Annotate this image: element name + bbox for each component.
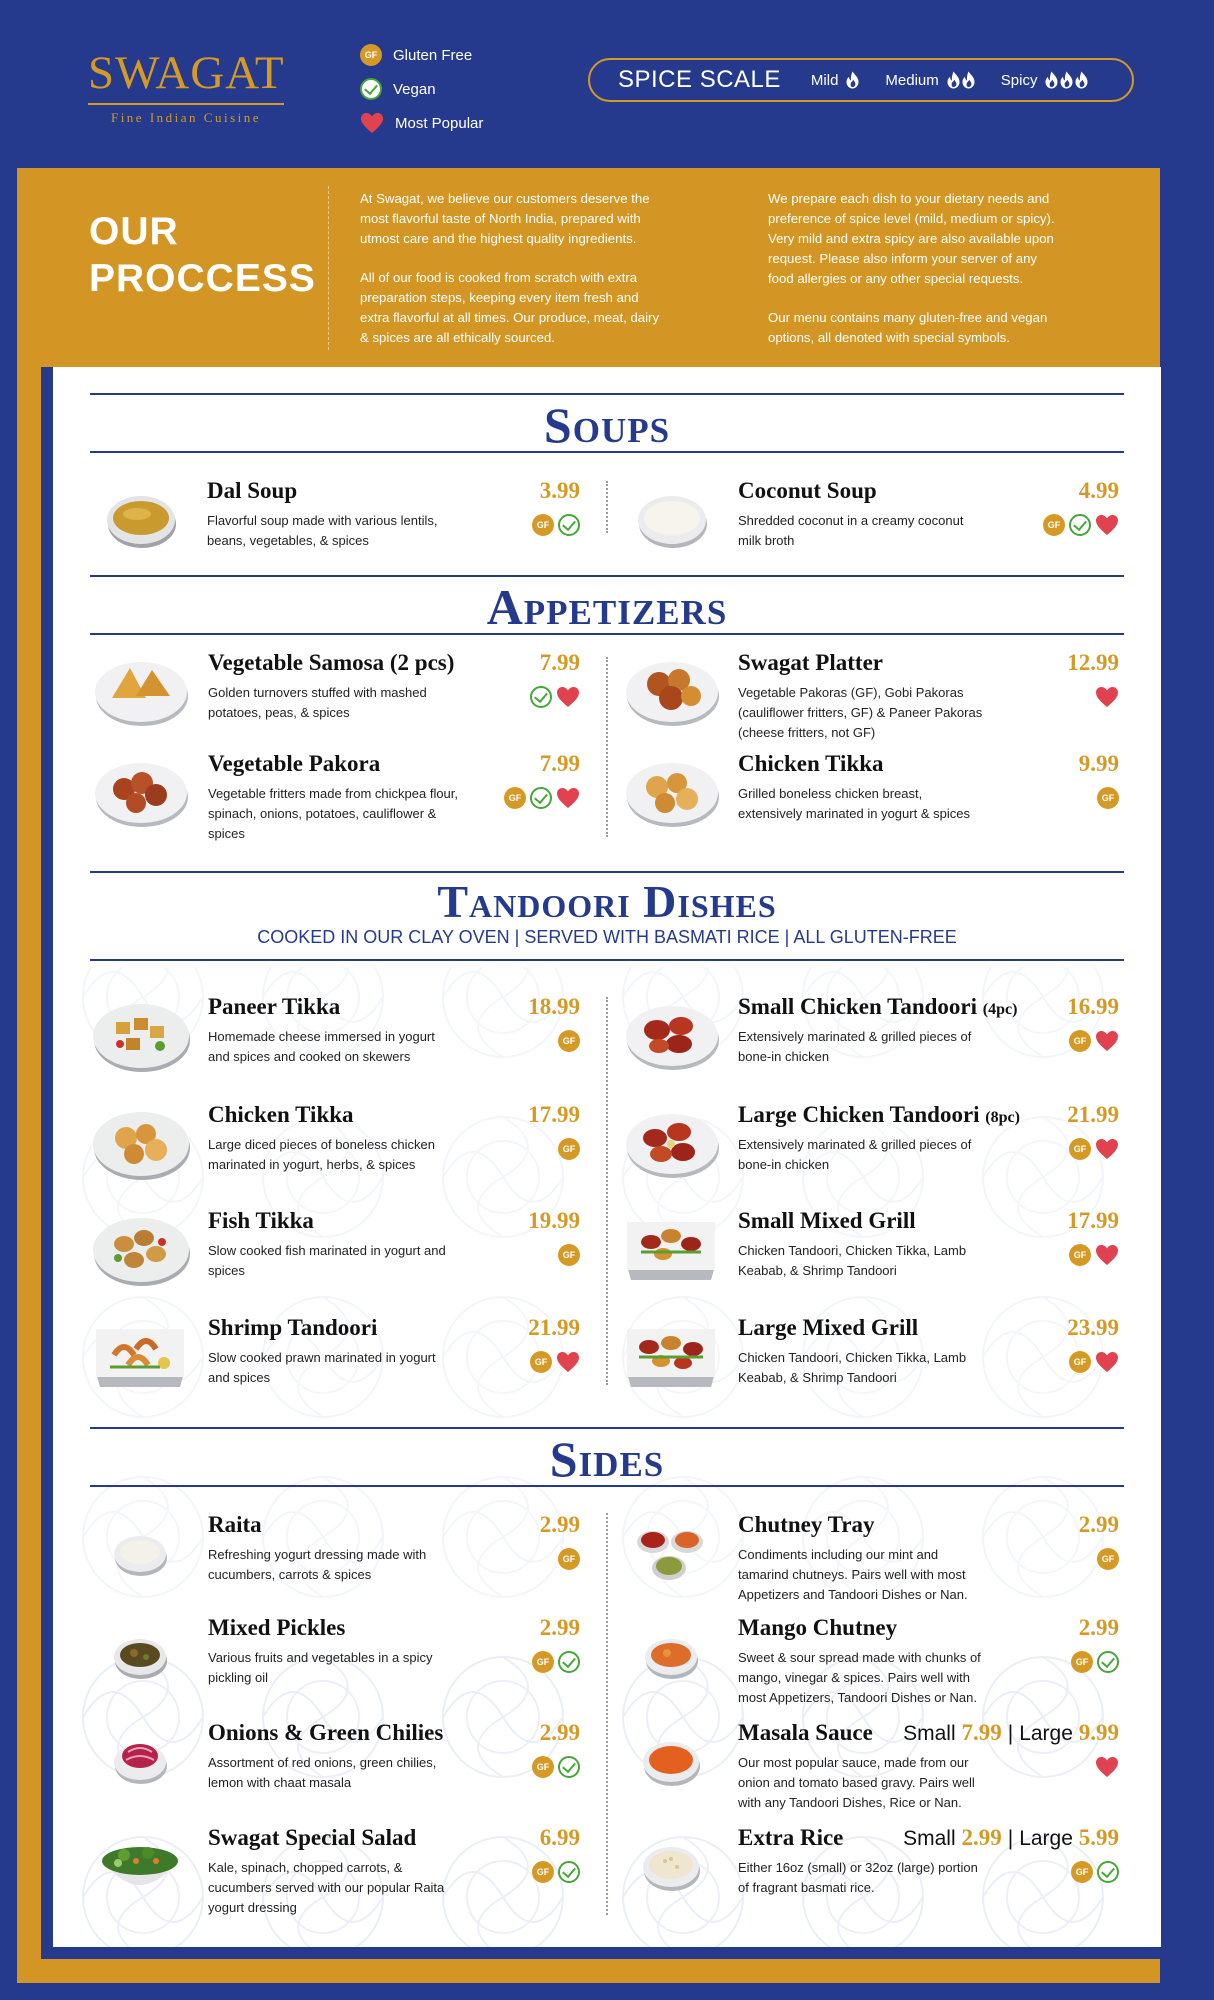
large-size-label: Large <box>1019 1827 1073 1850</box>
item-description: Various fruits and vegetables in a spicy pickling oil <box>208 1650 433 1685</box>
item-icons <box>1071 1651 1119 1673</box>
chicken-tandoori-image <box>621 1102 721 1182</box>
gluten-free-icon: GF <box>504 787 526 809</box>
item-price: 12.99 <box>1067 650 1119 675</box>
item-icons <box>530 1351 580 1373</box>
item-description: Assortment of red onions, green chilies, lemon with chaat masala <box>208 1755 437 1790</box>
gluten-free-icon: GF <box>1071 1651 1093 1673</box>
chicken-tandoori-image <box>621 994 721 1074</box>
section-subtitle: COOKED IN OUR CLAY OVEN | SERVED WITH BASMATI RICE | ALL GLUTEN-FREE <box>257 927 957 947</box>
menu-item-small-chicken-tandoori <box>621 994 1124 1084</box>
item-name: Chicken Tikka <box>738 751 884 776</box>
item-price: 17.99 <box>528 1102 580 1127</box>
paneer-tikka-image <box>90 994 190 1074</box>
menu-item-vegetable-pakora <box>90 751 585 841</box>
item-price: 2.99 <box>539 1615 580 1640</box>
item-name: Vegetable Samosa (2 pcs) <box>208 650 455 675</box>
item-icons <box>558 1030 580 1052</box>
logo-divider <box>88 103 284 105</box>
gluten-free-icon: GF <box>1071 1861 1093 1883</box>
section-header-appetizers <box>90 575 1124 635</box>
vegan-icon <box>530 787 552 809</box>
heart-icon <box>1095 1244 1119 1266</box>
item-price: 6.99 <box>539 1825 580 1850</box>
item-icons <box>1097 1548 1119 1570</box>
item-piece-count: (4pc) <box>982 1001 1018 1018</box>
gluten-free-icon: GF <box>530 1351 552 1373</box>
legend-most-popular-label: Most Popular <box>395 114 484 132</box>
item-price: 7.99 <box>539 751 580 776</box>
vegan-icon <box>558 1756 580 1778</box>
item-description: Chicken Tandoori, Chicken Tikka, Lamb Keabab, & Shrimp Tandoori <box>738 1243 967 1278</box>
item-icons <box>1069 1138 1119 1160</box>
small-size-label: Small <box>903 1722 956 1745</box>
item-price: 3.99 <box>539 478 580 503</box>
item-icons <box>1095 1756 1119 1778</box>
item-description: Condiments including our mint and tamarind chutneys. Pairs well with most Appetizers and Tandoori Dishes or Nan. <box>738 1547 968 1602</box>
item-price: 23.99 <box>1067 1315 1119 1340</box>
small-size-price: 7.99 <box>961 1720 1002 1745</box>
vegan-icon <box>558 514 580 536</box>
item-description: Sweet & sour spread made with chunks of mango, vinegar & spices. Pairs well with most Appetizers, Tandoori Dishes or Nan. <box>738 1650 981 1705</box>
heart-icon <box>1095 1138 1119 1160</box>
item-description: Either 16oz (small) or 32oz (large) portion of fragrant basmati rice. <box>738 1860 978 1895</box>
heart-icon <box>360 112 384 134</box>
item-name <box>738 1102 1020 1128</box>
item-description: Homemade cheese immersed in yogurt and spices and cooked on skewers <box>208 1029 435 1064</box>
extra-rice-image <box>621 1825 721 1905</box>
process-banner <box>17 168 1160 367</box>
legend-most-popular <box>360 106 483 140</box>
small-size-price: 2.99 <box>961 1825 1002 1850</box>
item-icons <box>1069 1351 1119 1373</box>
vegan-icon <box>1069 514 1091 536</box>
chicken-tikka-image <box>621 751 721 831</box>
vegan-icon <box>1097 1651 1119 1673</box>
item-description: Grilled boneless chicken breast, extensively marinated in yogurt & spices <box>738 786 970 821</box>
vegan-icon <box>1097 1861 1119 1883</box>
column-divider <box>606 997 608 1385</box>
item-description: Large diced pieces of boneless chicken marinated in yogurt, herbs, & spices <box>208 1137 435 1172</box>
item-price: 7.99 <box>539 650 580 675</box>
item-piece-count: (8pc) <box>985 1109 1020 1126</box>
gluten-free-icon: GF <box>558 1548 580 1570</box>
menu-item-dal-soup <box>90 478 585 568</box>
item-price: 2.99 <box>1078 1512 1119 1537</box>
item-icons <box>532 514 580 536</box>
item-name-text: Large Chicken Tandoori <box>738 1102 980 1127</box>
fish-tikka-image <box>90 1208 190 1288</box>
heart-icon <box>1095 1756 1119 1778</box>
item-name: Mixed Pickles <box>208 1615 346 1640</box>
column-divider <box>606 657 608 837</box>
item-price: 4.99 <box>1078 478 1119 503</box>
menu-item-onions-green-chilies <box>90 1720 585 1810</box>
vegan-icon <box>558 1861 580 1883</box>
item-icons <box>532 1756 580 1778</box>
item-price: 21.99 <box>528 1315 580 1340</box>
flame-icon <box>846 71 859 89</box>
chutney-tray-image <box>621 1512 721 1592</box>
spice-mild-flames <box>846 71 859 89</box>
menu-item-swagat-special-salad <box>90 1825 585 1915</box>
mixed-grill-image <box>621 1208 721 1288</box>
section-title: Tandoori Dishes <box>437 876 777 927</box>
dietary-legend <box>360 38 483 140</box>
item-name: Fish Tikka <box>208 1208 314 1233</box>
shrimp-tandoori-image <box>90 1315 190 1395</box>
item-icons <box>1043 514 1119 536</box>
item-price: 17.99 <box>1067 1208 1119 1233</box>
item-description: Slow cooked prawn marinated in yogurt and spices <box>208 1350 436 1385</box>
section-header-tandoori <box>90 871 1124 961</box>
heart-icon <box>1095 1030 1119 1052</box>
heart-icon <box>1095 514 1119 536</box>
spice-spicy-flames <box>1045 71 1088 89</box>
size-separator: | <box>1007 1722 1014 1745</box>
item-description: Flavorful soup made with various lentils, beans, vegetables, & spices <box>207 513 438 548</box>
gluten-free-icon: GF <box>1069 1030 1091 1052</box>
section-title: Sides <box>549 1431 665 1487</box>
gluten-free-icon: GF <box>1069 1244 1091 1266</box>
item-description: Vegetable Pakoras (GF), Gobi Pakoras (cauliflower fritters, GF) & Paneer Pakoras (cheese fritters, not GF) <box>738 685 983 740</box>
item-icons <box>504 787 580 809</box>
item-icons <box>530 686 580 708</box>
process-column-1 <box>360 189 665 367</box>
process-divider <box>328 186 329 350</box>
gluten-free-icon: GF <box>532 1651 554 1673</box>
item-icons <box>558 1548 580 1570</box>
swagat-platter-image <box>621 650 721 730</box>
menu-item-fish-tikka <box>90 1208 585 1298</box>
item-name: Chicken Tikka <box>208 1102 354 1127</box>
large-size-price: 9.99 <box>1078 1720 1119 1745</box>
item-name: Vegetable Pakora <box>208 751 381 776</box>
menu-item-vegetable-samosa <box>90 650 585 740</box>
section-header-sides <box>90 1427 1124 1487</box>
menu-item-large-chicken-tandoori <box>621 1102 1124 1192</box>
raita-image <box>90 1512 190 1592</box>
logo-name: SWAGAT <box>88 47 285 99</box>
menu-item-chicken-tikka <box>90 1102 585 1192</box>
menu-item-small-mixed-grill <box>621 1208 1124 1298</box>
item-name: Paneer Tikka <box>208 994 341 1019</box>
item-price: 9.99 <box>1078 751 1119 776</box>
item-name: Large Mixed Grill <box>738 1315 919 1340</box>
process-paragraph: Our menu contains many gluten-free and vegan options, all denoted with special symbols. <box>768 310 1048 345</box>
samosa-image <box>90 650 190 730</box>
item-price: 18.99 <box>528 994 580 1019</box>
item-name: Small Mixed Grill <box>738 1208 916 1233</box>
item-name: Dal Soup <box>207 478 298 503</box>
process-column-2 <box>768 189 1066 367</box>
menu-item-chicken-tikka-appetizer <box>621 751 1124 841</box>
gluten-free-icon: GF <box>1097 1548 1119 1570</box>
size-separator: | <box>1007 1827 1014 1850</box>
menu-item-large-mixed-grill <box>621 1315 1124 1405</box>
item-description: Kale, spinach, chopped carrots, & cucumbers served with our popular Raita yogurt dressing <box>208 1860 445 1915</box>
vegan-icon <box>558 1651 580 1673</box>
flame-icon <box>1075 71 1088 89</box>
item-name: Extra Rice <box>738 1825 844 1850</box>
item-description: Our most popular sauce, made from our onion and tomato based gravy. Pairs well with any Tandoori Dishes, Rice or Nan. <box>738 1755 975 1810</box>
legend-vegan <box>360 72 483 106</box>
item-icons <box>532 1651 580 1673</box>
item-name <box>738 994 1017 1020</box>
item-icons <box>1069 1030 1119 1052</box>
menu-item-extra-rice <box>621 1825 1124 1915</box>
menu-item-coconut-soup <box>621 478 1124 568</box>
gluten-free-icon: GF <box>360 44 382 66</box>
flame-icon <box>1045 71 1058 89</box>
item-description: Extensively marinated & grilled pieces of bone-in chicken <box>738 1029 972 1064</box>
heart-icon <box>556 787 580 809</box>
special-salad-image <box>90 1825 190 1905</box>
process-paragraph: We prepare each dish to your dietary needs and preference of spice level (mild, medium or spicy). Very mild and extra spicy are also available upon request. Please also inform your server of any food allergies or any other special requests. <box>768 191 1055 286</box>
item-name: Masala Sauce <box>738 1720 873 1745</box>
menu-item-mixed-pickles <box>90 1615 585 1705</box>
item-description: Vegetable fritters made from chickpea flour, spinach, onions, potatoes, cauliflower & spices <box>208 786 459 841</box>
flame-icon <box>947 71 960 89</box>
large-size-price: 5.99 <box>1078 1825 1119 1850</box>
item-icons <box>532 1861 580 1883</box>
mango-chutney-image <box>621 1615 721 1695</box>
item-name: Swagat Special Salad <box>208 1825 417 1850</box>
vegan-icon <box>360 78 382 100</box>
mixed-pickles-image <box>90 1615 190 1695</box>
header <box>0 0 1214 168</box>
gluten-free-icon: GF <box>1043 514 1065 536</box>
item-description: Refreshing yogurt dressing made with cucumbers, carrots & spices <box>208 1547 427 1582</box>
coconut-soup-image <box>621 478 721 558</box>
menu-page <box>53 367 1161 1947</box>
item-price: 19.99 <box>528 1208 580 1233</box>
dal-soup-image <box>90 478 190 558</box>
masala-sauce-image <box>621 1720 721 1800</box>
process-title: OUR PROCCESS <box>89 210 316 300</box>
item-icons <box>558 1244 580 1266</box>
pakora-image <box>90 751 190 831</box>
spice-spicy-label: Spicy <box>1000 71 1038 89</box>
item-name: Shrimp Tandoori <box>208 1315 378 1340</box>
flame-icon <box>962 71 975 89</box>
item-name: Mango Chutney <box>738 1615 898 1640</box>
small-size-label: Small <box>903 1827 956 1850</box>
gluten-free-icon: GF <box>532 514 554 536</box>
mixed-grill-image <box>621 1315 721 1395</box>
heart-icon <box>556 1351 580 1373</box>
section-header-soups <box>90 393 1124 453</box>
item-price: 21.99 <box>1067 1102 1119 1127</box>
spice-medium-flames <box>947 71 975 89</box>
item-icons <box>1071 1861 1119 1883</box>
spice-scale <box>588 58 1134 102</box>
process-paragraph: All of our food is cooked from scratch with extra preparation steps, keeping every item fresh and extra flavorful at all times. Our produce, meat, dairy & spices are all ethically sourced. <box>360 270 660 345</box>
column-divider <box>606 1513 608 1915</box>
item-size-prices <box>903 1825 1119 1851</box>
heart-icon <box>556 686 580 708</box>
item-name-text: Small Chicken Tandoori <box>738 994 978 1019</box>
spice-scale-title: SPICE SCALE <box>618 66 781 93</box>
gluten-free-icon: GF <box>1069 1351 1091 1373</box>
item-price: 2.99 <box>1078 1615 1119 1640</box>
menu-item-mango-chutney <box>621 1615 1124 1705</box>
item-price: 2.99 <box>539 1512 580 1537</box>
gluten-free-icon: GF <box>1097 787 1119 809</box>
large-size-label: Large <box>1019 1722 1073 1745</box>
legend-gluten-free <box>360 38 483 72</box>
item-name: Raita <box>208 1512 262 1537</box>
item-description: Chicken Tandoori, Chicken Tikka, Lamb Keabab, & Shrimp Tandoori <box>738 1350 967 1385</box>
section-title: Soups <box>543 397 671 453</box>
legend-gluten-free-label: Gluten Free <box>393 46 473 64</box>
item-name: Chutney Tray <box>738 1512 875 1537</box>
item-icons <box>558 1138 580 1160</box>
item-description: Extensively marinated & grilled pieces of bone-in chicken <box>738 1137 972 1172</box>
item-icons <box>1069 1244 1119 1266</box>
logo <box>88 47 285 126</box>
item-icons <box>1097 787 1119 809</box>
gluten-free-icon: GF <box>532 1756 554 1778</box>
item-name: Onions & Green Chilies <box>208 1720 444 1745</box>
item-price: 2.99 <box>539 1720 580 1745</box>
process-paragraph: At Swagat, we believe our customers deserve the most flavorful taste of North India, prepared with utmost care and the highest quality ingredients. <box>360 191 650 246</box>
gluten-free-icon: GF <box>532 1861 554 1883</box>
flame-icon <box>1060 71 1073 89</box>
gluten-free-icon: GF <box>1069 1138 1091 1160</box>
heart-icon <box>1095 1351 1119 1373</box>
vegan-icon <box>530 686 552 708</box>
gluten-free-icon: GF <box>558 1244 580 1266</box>
gluten-free-icon: GF <box>558 1138 580 1160</box>
item-name: Swagat Platter <box>738 650 883 675</box>
column-divider <box>606 481 608 533</box>
menu-item-paneer-tikka <box>90 994 585 1084</box>
menu-item-masala-sauce <box>621 1720 1124 1810</box>
item-size-prices <box>903 1720 1119 1746</box>
item-description: Golden turnovers stuffed with mashed potatoes, peas, & spices <box>208 685 427 720</box>
item-description: Slow cooked fish marinated in yogurt and spices <box>208 1243 446 1278</box>
menu-item-chutney-tray <box>621 1512 1124 1602</box>
section-title: Appetizers <box>486 579 728 635</box>
spice-medium-label: Medium <box>885 71 939 89</box>
menu-item-raita <box>90 1512 585 1602</box>
chicken-tikka-image <box>90 1102 190 1182</box>
gluten-free-icon: GF <box>558 1030 580 1052</box>
legend-vegan-label: Vegan <box>393 80 436 98</box>
spice-mild-label: Mild <box>810 71 839 89</box>
menu-item-swagat-platter <box>621 650 1124 740</box>
item-icons <box>1095 686 1119 708</box>
item-name: Coconut Soup <box>738 478 877 503</box>
item-description: Shredded coconut in a creamy coconut milk broth <box>738 513 964 548</box>
logo-tagline: Fine Indian Cuisine <box>110 110 262 125</box>
item-price: 16.99 <box>1067 994 1119 1019</box>
menu-item-shrimp-tandoori <box>90 1315 585 1405</box>
onions-chilies-image <box>90 1720 190 1800</box>
heart-icon <box>1095 686 1119 708</box>
